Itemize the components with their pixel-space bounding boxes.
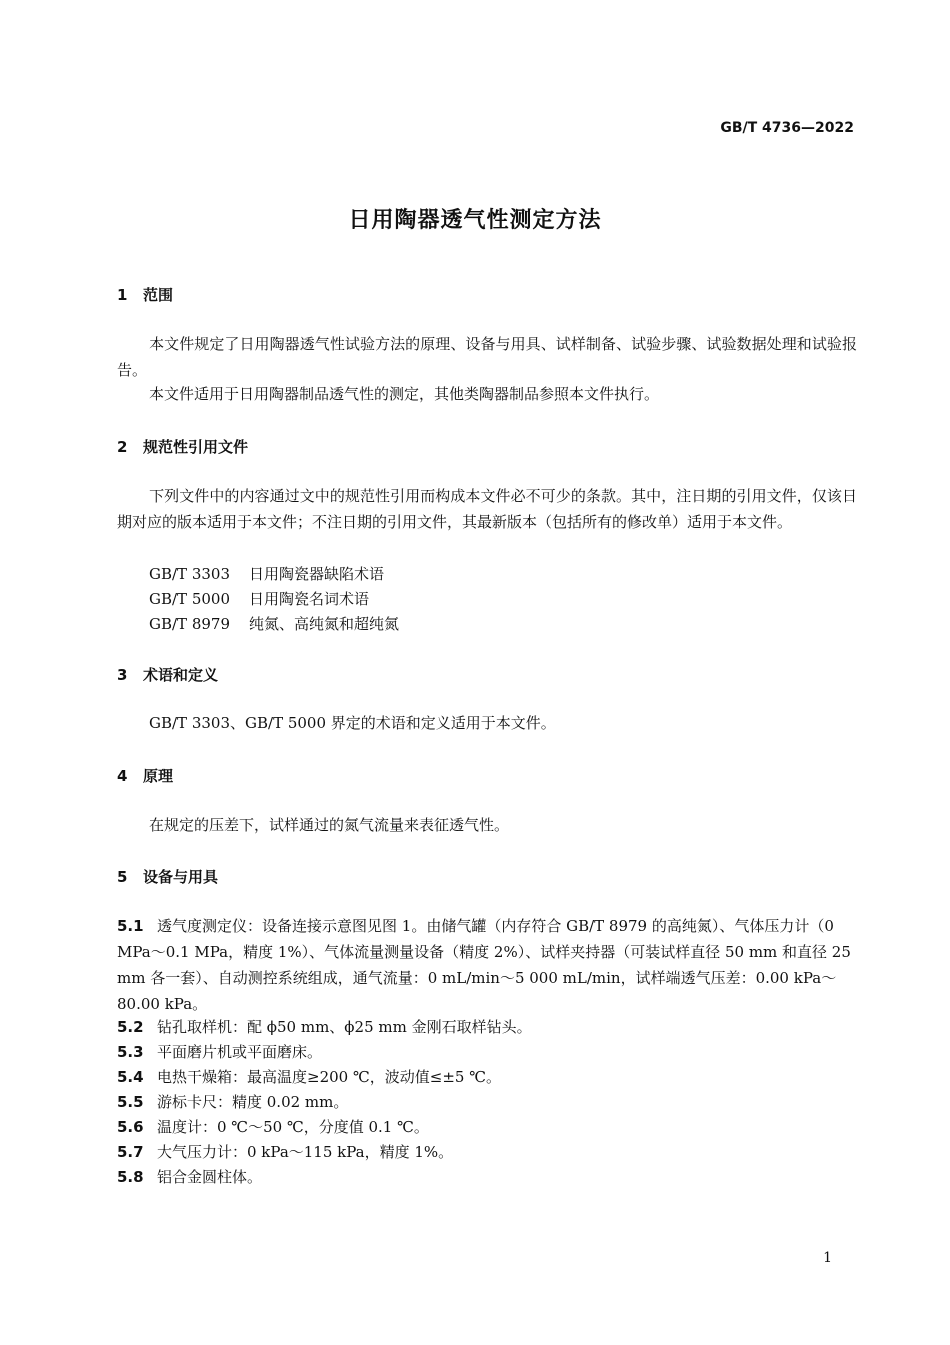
section-1-heading: [117, 284, 173, 305]
section-number: 2: [117, 438, 128, 456]
section-title: 设备与用具: [143, 868, 219, 886]
standard-number: GB/T 4736—2022: [720, 120, 854, 136]
section-title: 范围: [143, 286, 174, 304]
paragraph-text: 在规定的压差下，试样通过的氮气流量来表征透气性。: [149, 816, 510, 834]
section-4-paragraph: [117, 812, 857, 838]
clause-number: 5.6: [117, 1118, 144, 1136]
section-number: 5: [117, 868, 128, 886]
clause-5-2: [117, 1014, 857, 1040]
section-title: 原理: [143, 767, 174, 785]
clause-5-5: [117, 1089, 857, 1115]
clause-5-7: [117, 1139, 857, 1165]
clause-number: 5.7: [117, 1143, 144, 1161]
section-1-paragraph-2: [117, 381, 857, 407]
reference-item: [149, 613, 399, 634]
reference-name: 日用陶瓷器缺陷术语: [249, 565, 385, 583]
reference-code: GB/T 5000: [149, 590, 231, 608]
reference-name: 日用陶瓷名词术语: [249, 590, 370, 608]
clause-number: 5.5: [117, 1093, 144, 1111]
section-1-paragraph-1: [117, 331, 857, 383]
reference-item: [149, 588, 369, 609]
clause-text: 温度计：0 ℃～50 ℃，分度值 0.1 ℃。: [157, 1118, 429, 1136]
reference-item: [149, 563, 384, 584]
clause-text: 游标卡尺：精度 0.02 mm。: [157, 1093, 349, 1111]
page-number: 1: [823, 1250, 832, 1266]
clause-number: 5.8: [117, 1168, 144, 1186]
section-number: 3: [117, 666, 128, 684]
clause-5-4: [117, 1064, 857, 1090]
paragraph-text: 本文件规定了日用陶器透气性试验方法的原理、设备与用具、试样制备、试验步骤、试验数据处理和试验报告。: [117, 335, 857, 379]
paragraph-text: 本文件适用于日用陶器制品透气性的测定，其他类陶器制品参照本文件执行。: [149, 385, 660, 403]
section-3-heading: [117, 664, 218, 685]
clause-5-3: [117, 1039, 857, 1065]
clause-5-8: [117, 1164, 857, 1190]
clause-text: 钻孔取样机：配 ϕ50 mm、ϕ25 mm 金刚石取样钻头。: [157, 1018, 532, 1036]
clause-number: 5.1: [117, 917, 144, 935]
paragraph-text: GB/T 3303、GB/T 5000 界定的术语和定义适用于本文件。: [149, 714, 556, 732]
section-4-heading: [117, 765, 173, 786]
clause-text: 透气度测定仪：设备连接示意图见图 1。由储气罐（内存符合 GB/T 8979 的高纯氮）、气体压力计（0 MPa～0.1 MPa，精度 1%）、气体流量测量设备（精度 2%）、试样夹持器（可装试样直径 50 mm 和直径 25 mm 各一套）、自动测控系统组成，通气流量：0 mL/min～5 000 mL/min，试样端透气压差：0.00 kPa～80.00 kPa。: [117, 917, 851, 1013]
section-title: 术语和定义: [143, 666, 219, 684]
section-3-paragraph: [117, 710, 857, 736]
reference-code: GB/T 8979: [149, 615, 231, 633]
section-title: 规范性引用文件: [143, 438, 249, 456]
section-2-paragraph: [117, 483, 857, 535]
section-5-heading: [117, 866, 218, 887]
clause-number: 5.3: [117, 1043, 144, 1061]
reference-code: GB/T 3303: [149, 565, 231, 583]
paragraph-text: 下列文件中的内容通过文中的规范性引用而构成本文件必不可少的条款。其中，注日期的引用文件，仅该日期对应的版本适用于本文件；不注日期的引用文件，其最新版本（包括所有的修改单）适用于本文件。: [117, 487, 857, 531]
section-number: 1: [117, 286, 128, 304]
reference-name: 纯氮、高纯氮和超纯氮: [249, 615, 400, 633]
section-2-heading: [117, 436, 248, 457]
clause-5-1: [117, 913, 857, 1017]
clause-text: 平面磨片机或平面磨床。: [157, 1043, 323, 1061]
clause-text: 电热干燥箱：最高温度≥200 ℃，波动值≤±5 ℃。: [157, 1068, 501, 1086]
clause-number: 5.4: [117, 1068, 144, 1086]
clause-text: 大气压力计：0 kPa～115 kPa，精度 1%。: [157, 1143, 454, 1161]
clause-text: 铝合金圆柱体。: [157, 1168, 263, 1186]
clause-number: 5.2: [117, 1018, 144, 1036]
section-number: 4: [117, 767, 128, 785]
clause-5-6: [117, 1114, 857, 1140]
document-title: 日用陶器透气性测定方法: [348, 208, 602, 233]
